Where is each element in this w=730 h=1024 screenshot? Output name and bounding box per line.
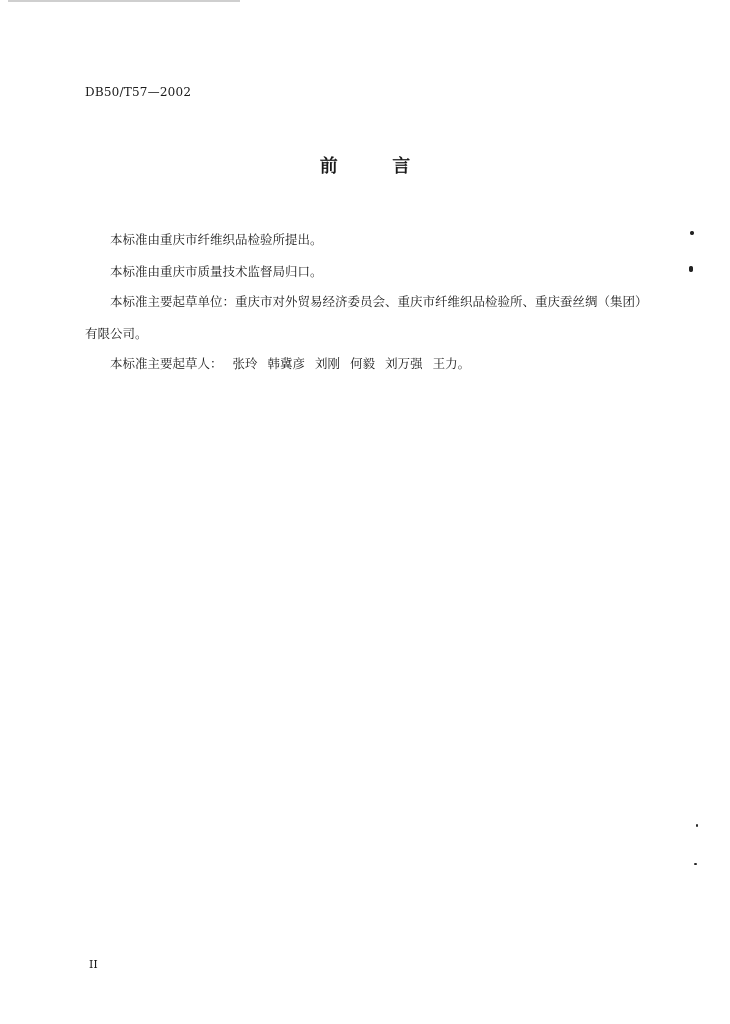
page-title [0,152,730,178]
title-char-2: 言 [392,156,411,177]
document-code: DB50/T57—2002 [85,85,192,99]
paragraph-drafting-units-cont: 有限公司。 [85,326,148,341]
drafter-name: 刘刚 [315,356,341,371]
paragraph-drafting-units: 本标准主要起草单位：重庆市对外贸易经济委员会、重庆市纤维织品检验所、重庆蚕丝绸（集团） [110,294,648,309]
page-number: II [89,958,98,971]
title-char-1: 前 [319,156,338,177]
scan-speck [694,863,697,865]
drafters-label: 本标准主要起草人： [110,356,223,371]
drafter-name: 王力。 [432,356,471,371]
paragraph-drafters [110,354,480,372]
scan-speck [696,824,698,827]
drafter-name: 何毅 [350,356,376,371]
drafter-name: 刘万强 [385,356,423,371]
scan-edge-line [8,0,240,2]
drafter-name: 韩冀彦 [267,356,306,371]
drafter-name: 张玲 [232,356,258,371]
paragraph-administrator: 本标准由重庆市质量技术监督局归口。 [110,264,323,279]
paragraph-proposer: 本标准由重庆市纤维织品检验所提出。 [110,232,323,247]
scan-speck [690,231,694,235]
scan-speck [689,266,693,272]
